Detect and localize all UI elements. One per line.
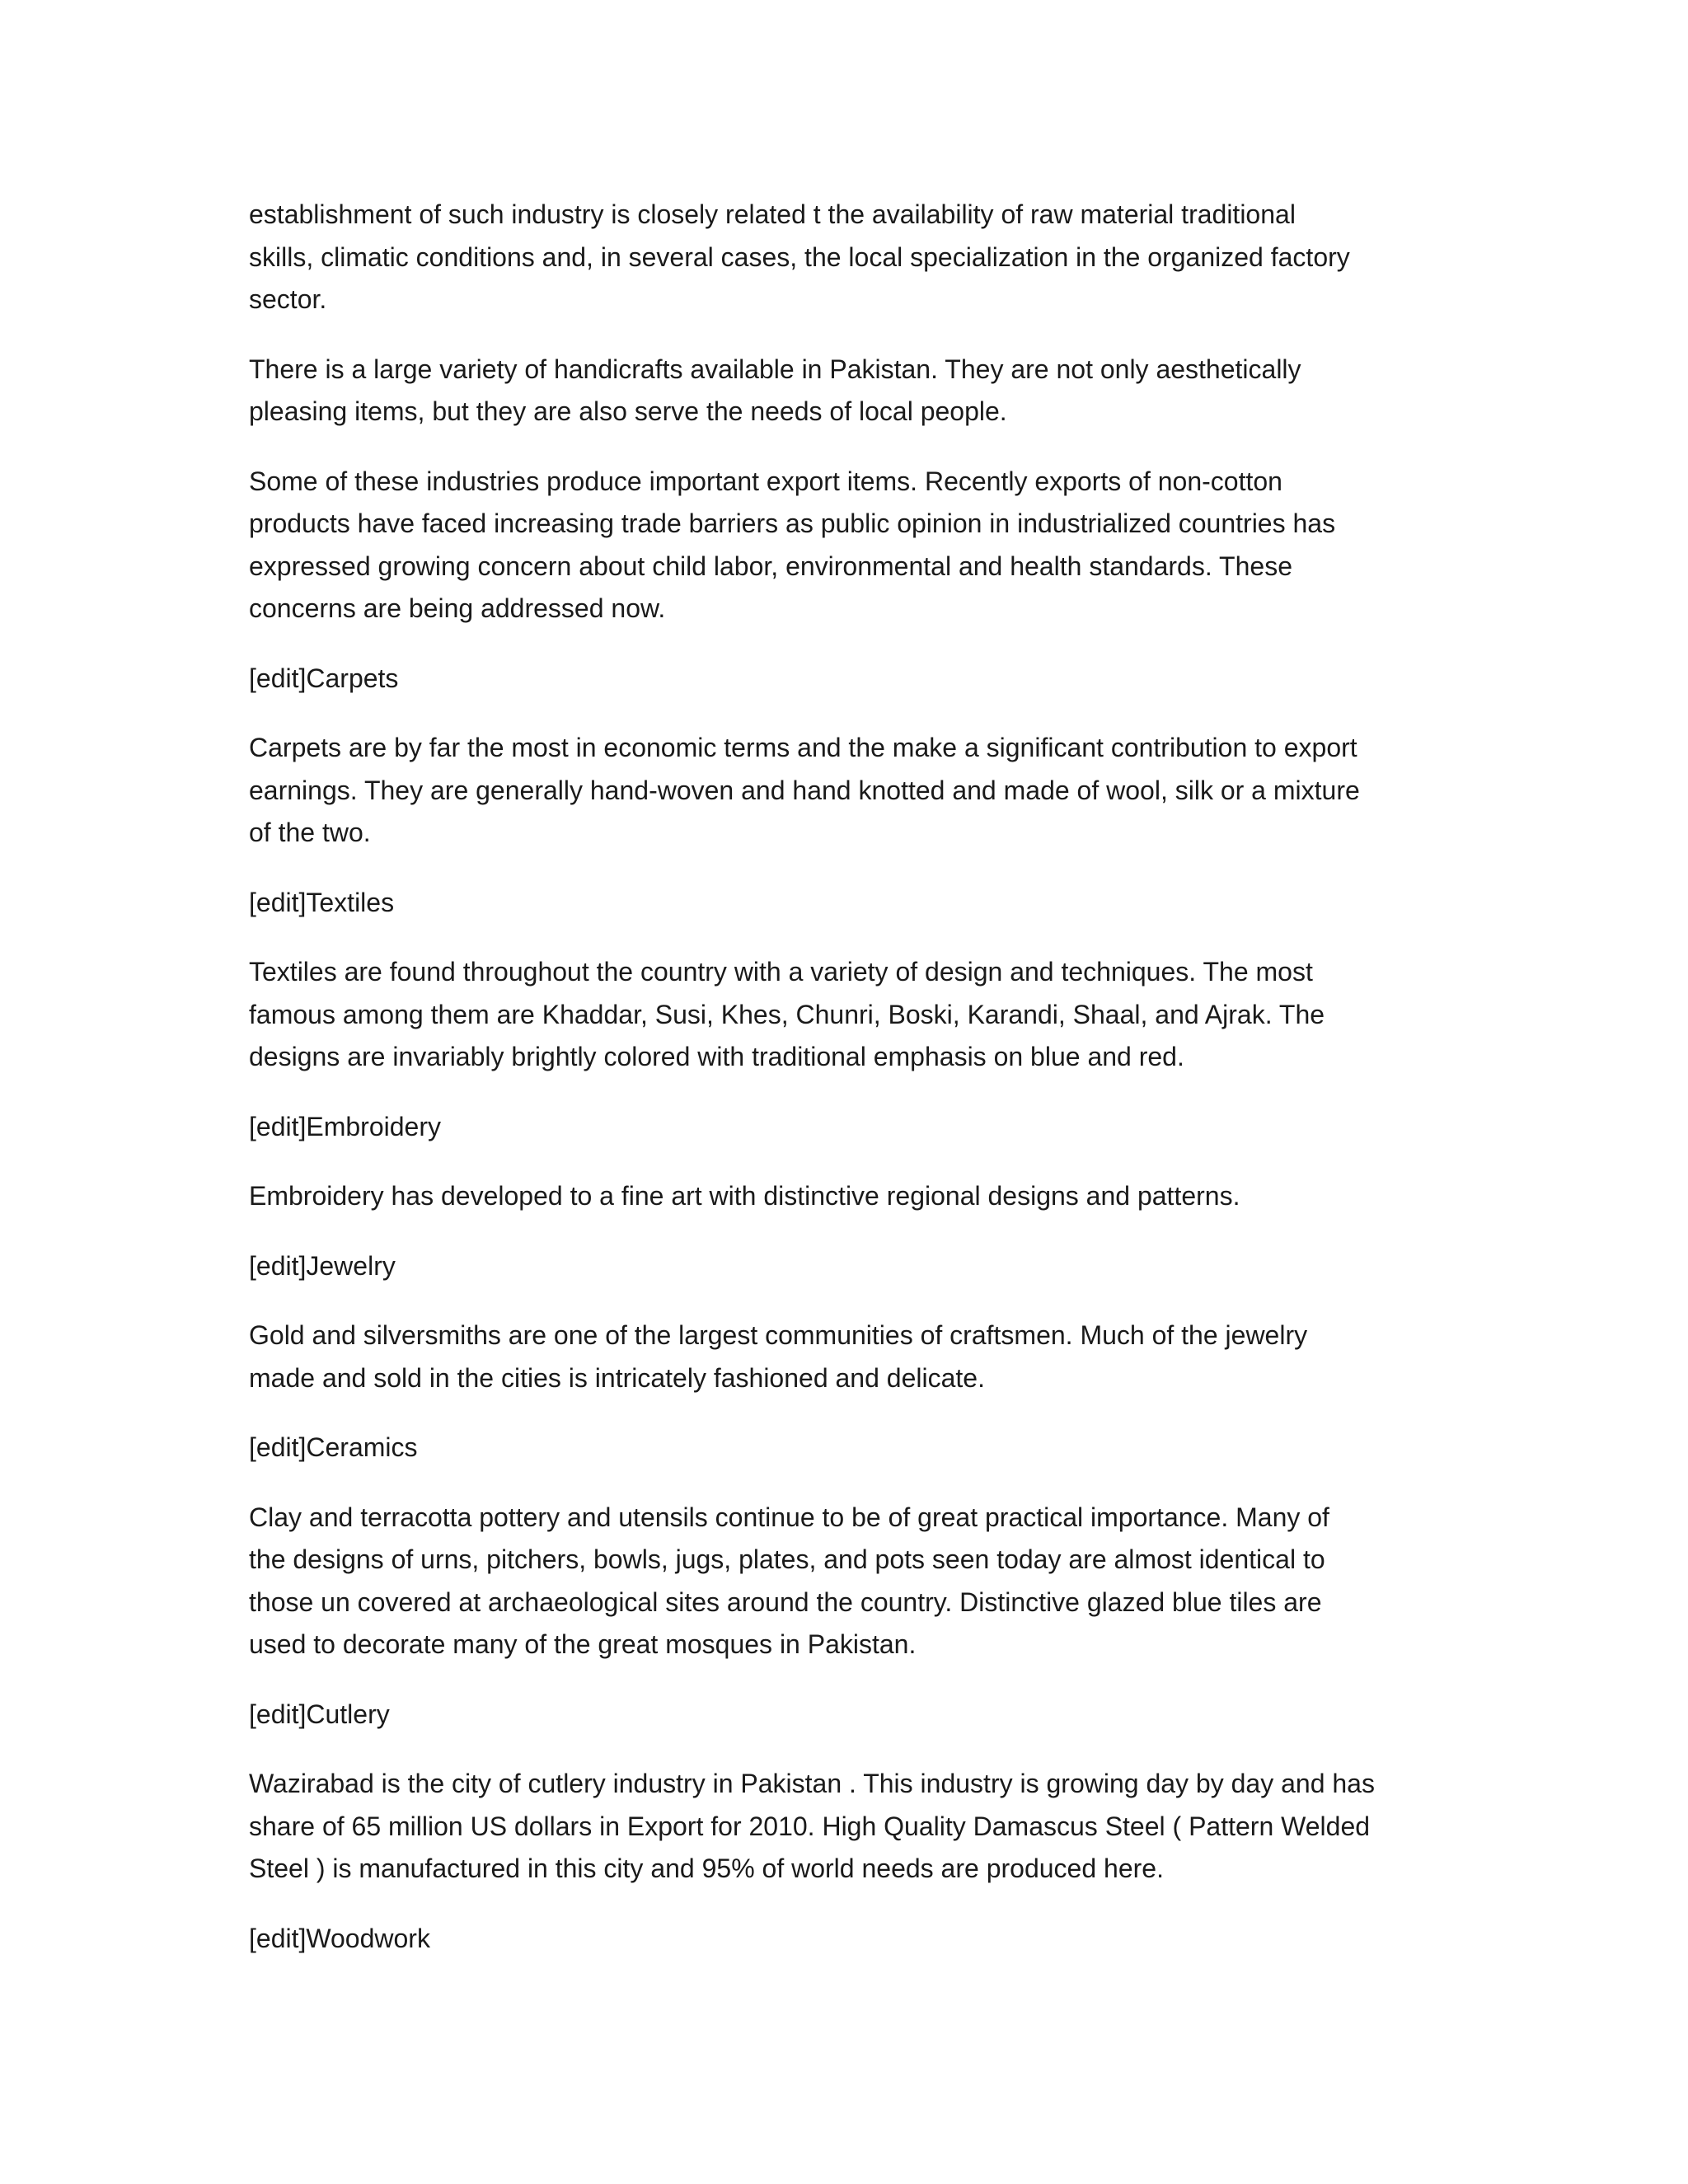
text-line: earnings. They are generally hand-woven and hand knotted and made of wool, silk or a mixture <box>249 775 1360 805</box>
edit-link[interactable]: [edit] <box>249 1111 307 1141</box>
section-heading-ceramics <box>249 1427 1452 1469</box>
text-line: pleasing items, but they are also serve the needs of local people. <box>249 396 1007 426</box>
section-title: Woodwork <box>306 1923 430 1953</box>
edit-link[interactable]: [edit] <box>249 663 307 693</box>
edit-link[interactable]: [edit] <box>249 887 307 917</box>
edit-link[interactable]: [edit] <box>249 1699 307 1729</box>
section-paragraph-cutlery <box>249 1763 1452 1891</box>
text-line: Some of these industries produce important export items. Recently exports of non-cotton <box>249 466 1282 496</box>
text-line: used to decorate many of the great mosques in Pakistan. <box>249 1629 917 1659</box>
section-title: Embroidery <box>306 1111 441 1141</box>
section-paragraph-ceramics <box>249 1497 1452 1666</box>
text-line: the designs of urns, pitchers, bowls, jugs, plates, and pots seen today are almost identical to <box>249 1544 1325 1574</box>
section-paragraph-jewelry <box>249 1315 1452 1399</box>
section-heading-woodwork <box>249 1918 1452 1961</box>
text-line: establishment of such industry is closely related t the availability of raw material traditional <box>249 199 1296 229</box>
text-line: Carpets are by far the most in economic terms and the make a significant contribution to export <box>249 733 1357 762</box>
section-heading-textiles <box>249 882 1452 925</box>
text-line: share of 65 million US dollars in Export for 2010. High Quality Damascus Steel ( Pattern Welded <box>249 1811 1371 1841</box>
intro-paragraph-2 <box>249 349 1452 434</box>
section-paragraph-textiles <box>249 951 1452 1079</box>
text-line: designs are invariably brightly colored with traditional emphasis on blue and red. <box>249 1042 1184 1071</box>
text-line: There is a large variety of handicrafts available in Pakistan. They are not only aesthetically <box>249 354 1301 384</box>
text-line: those un covered at archaeological sites around the country. Distinctive glazed blue tiles are <box>249 1586 1322 1617</box>
section-heading-jewelry <box>249 1245 1452 1288</box>
section-title: Textiles <box>306 887 395 917</box>
text-line: Steel ) is manufactured in this city and 95% of world needs are produced here. <box>249 1854 1164 1883</box>
document-page <box>249 194 1452 1987</box>
section-paragraph-carpets <box>249 727 1452 855</box>
edit-link[interactable]: [edit] <box>249 1250 307 1281</box>
text-line: Embroidery has developed to a fine art with distinctive regional designs and patterns. <box>249 1181 1240 1211</box>
text-line: expressed growing concern about child labor, environmental and health standards. These <box>249 551 1292 581</box>
section-title: Carpets <box>306 663 399 693</box>
text-line: Clay and terracotta pottery and utensils continue to be of great practical importance. Many of <box>249 1502 1329 1532</box>
text-line: products have faced increasing trade barriers as public opinion in industrialized countries has <box>249 509 1336 538</box>
text-line: made and sold in the cities is intricately fashioned and delicate. <box>249 1362 985 1393</box>
text-line: Gold and silversmiths are one of the largest communities of craftsmen. Much of the jewelry <box>249 1320 1308 1350</box>
section-title: Jewelry <box>306 1250 396 1281</box>
text-line: Wazirabad is the city of cutlery industry in Pakistan . This industry is growing day by day and has <box>249 1769 1375 1798</box>
text-line: of the two. <box>249 818 371 847</box>
text-line: concerns are being addressed now. <box>249 593 666 623</box>
section-heading-cutlery <box>249 1694 1452 1736</box>
edit-link[interactable]: [edit] <box>249 1923 307 1953</box>
section-title: Cutlery <box>306 1699 390 1729</box>
section-heading-embroidery <box>249 1106 1452 1149</box>
section-title: Ceramics <box>306 1432 418 1462</box>
intro-paragraph-1 <box>249 194 1452 321</box>
text-line: skills, climatic conditions and, in several cases, the local specialization in the organized factory <box>249 241 1350 272</box>
text-line: Textiles are found throughout the country with a variety of design and techniques. The most <box>249 957 1313 987</box>
edit-link[interactable]: [edit] <box>249 1432 307 1462</box>
section-paragraph-embroidery <box>249 1175 1452 1218</box>
intro-paragraph-3 <box>249 461 1452 630</box>
text-line: famous among them are Khaddar, Susi, Khes, Chunri, Boski, Karandi, Shaal, and Ajrak. The <box>249 999 1325 1029</box>
text-line: sector. <box>249 284 327 314</box>
section-heading-carpets <box>249 658 1452 701</box>
